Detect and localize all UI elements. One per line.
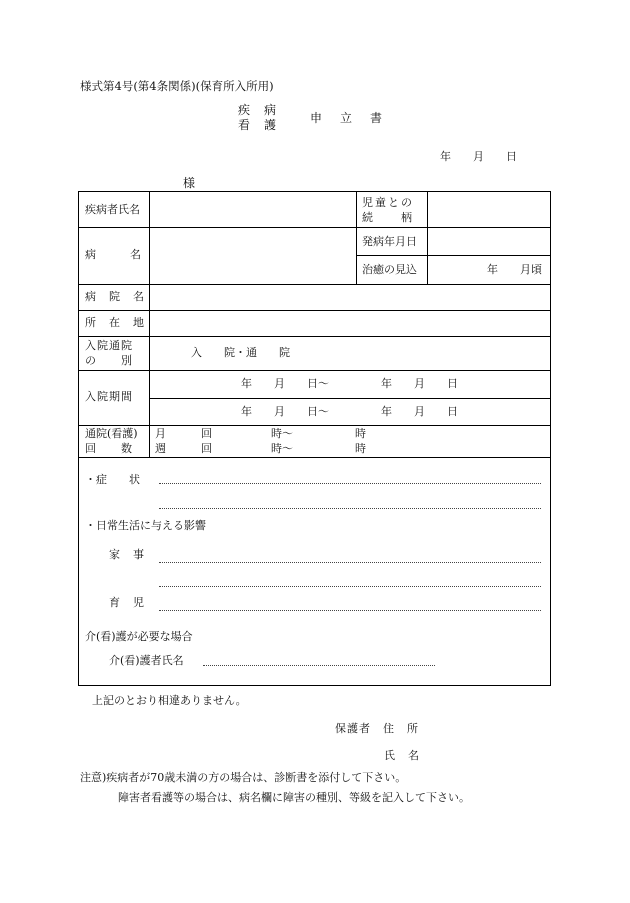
visits-week-unit: 週 — [155, 442, 166, 455]
form-number: 様式第4号(第4条関係)(保育所入所用) — [80, 79, 274, 93]
visits-week-count: 回 — [201, 442, 212, 455]
caregiver-name-label: 介(看)護者氏名 — [109, 654, 184, 667]
form-table — [78, 191, 551, 686]
period-row2-from: 年 月 日〜 — [241, 405, 329, 418]
symptoms-line-1[interactable] — [159, 483, 541, 484]
period-row2-to: 年 月 日 — [381, 405, 458, 418]
title-top-left: 疾 病 — [238, 103, 278, 117]
guardian-address-label: 保護者 住 所 — [335, 722, 419, 735]
visits-label-bottom: 回 数 — [85, 442, 133, 455]
childcare-line[interactable] — [159, 610, 541, 611]
note-2: 障害者看護等の場合は、病名欄に障害の種別、等級を記入して下さい。 — [118, 791, 470, 804]
divider — [79, 336, 550, 337]
divider — [149, 398, 550, 399]
daily-life-label: ・日常生活に与える影響 — [85, 519, 206, 532]
recovery-value: 年 月頃 — [487, 263, 542, 276]
visits-month-time: 時〜 — [271, 427, 293, 440]
disease-label: 病 名 — [85, 248, 145, 261]
visits-month-unit: 月 — [155, 427, 166, 440]
visits-month-count: 回 — [201, 427, 212, 440]
housework-line-1[interactable] — [159, 562, 541, 563]
admission-type-label-top: 入院通院 — [85, 339, 133, 352]
period-label: 入院期間 — [85, 390, 133, 403]
care-needed-label: 介(看)護が必要な場合 — [85, 630, 193, 643]
divider — [79, 457, 550, 458]
divider — [356, 255, 550, 256]
divider — [79, 284, 550, 285]
childcare-label: 育 児 — [109, 596, 145, 609]
caregiver-name-line[interactable] — [203, 665, 435, 666]
visits-week-time: 時〜 — [271, 442, 293, 455]
relation-label-top: 児童との — [362, 196, 414, 209]
note-1: 注意)疾病者が70歳未満の方の場合は、診断書を添付して下さい。 — [80, 771, 407, 784]
admission-type-label-bottom: の 別 — [85, 354, 133, 367]
visits-week-end: 時 — [355, 442, 366, 455]
hospital-label: 病 院 名 — [85, 290, 145, 303]
patient-name-label: 疾病者氏名 — [85, 203, 140, 216]
page-title: 申 立 書 — [310, 111, 386, 125]
recovery-label: 治癒の見込 — [362, 263, 417, 276]
divider — [427, 192, 428, 284]
period-row1-to: 年 月 日 — [381, 377, 458, 390]
divider — [79, 370, 550, 371]
guardian-name-label: 氏 名 — [384, 749, 420, 762]
housework-label: 家 事 — [109, 548, 145, 561]
divider — [79, 425, 550, 426]
confirmation-text: 上記のとおり相違ありません。 — [92, 694, 247, 707]
symptoms-line-2[interactable] — [159, 508, 541, 509]
housework-line-2[interactable] — [159, 586, 541, 587]
relation-label-bottom: 続 柄 — [362, 211, 414, 224]
divider — [79, 227, 550, 228]
onset-date-label: 発病年月日 — [362, 235, 417, 248]
title-bottom-left: 看 護 — [238, 118, 278, 132]
divider — [79, 310, 550, 311]
period-row1-from: 年 月 日〜 — [241, 377, 329, 390]
visits-month-end: 時 — [355, 427, 366, 440]
divider — [356, 192, 357, 284]
admission-type-value: 入 院・通 院 — [191, 346, 290, 359]
addressee: 様 — [183, 176, 196, 190]
date-field: 年 月 日 — [440, 150, 517, 163]
symptoms-label: ・症 状 — [85, 473, 140, 486]
divider — [149, 192, 150, 457]
visits-label-top: 通院(看護) — [85, 427, 138, 440]
location-label: 所 在 地 — [85, 316, 145, 329]
